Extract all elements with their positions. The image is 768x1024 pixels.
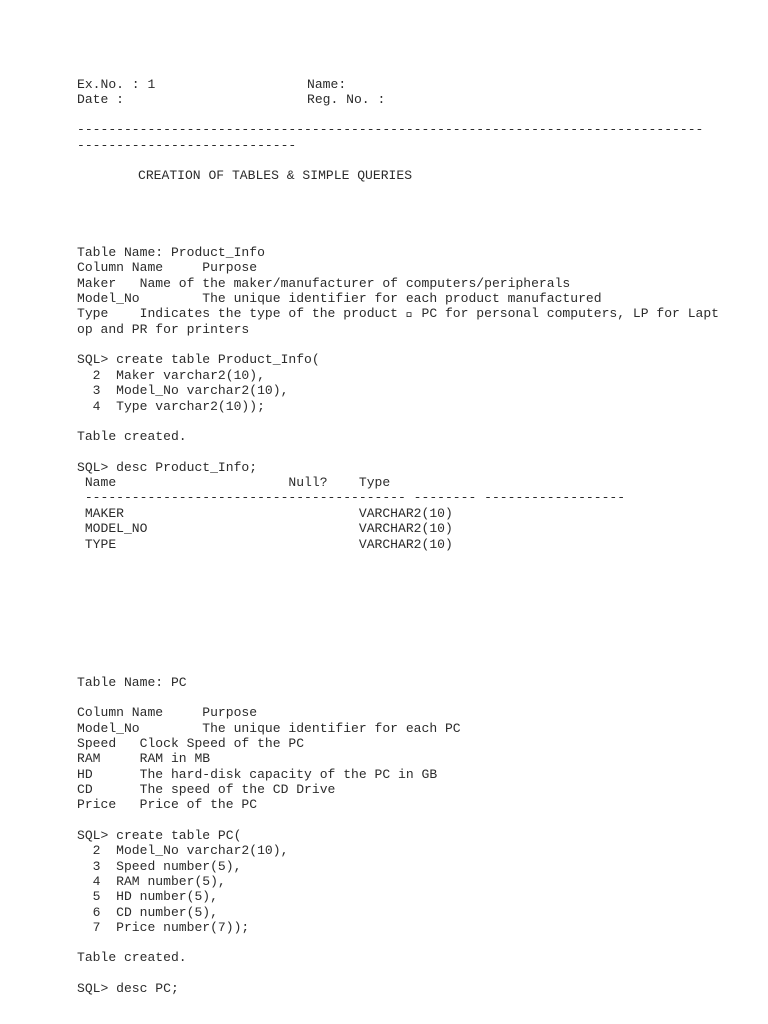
sql-result: Table created.: [77, 429, 187, 444]
product-info-table-name: Table Name: Product_Info: [77, 245, 265, 260]
pc-column-row: Speed Clock Speed of the PC: [77, 736, 305, 751]
name-label: Name:: [307, 77, 347, 92]
product-info-column-row: Model_No The unique identifier for each product manufactured: [77, 291, 602, 306]
sql-create-line: SQL> create table PC(: [77, 828, 242, 843]
document-title: CREATION OF TABLES & SIMPLE QUERIES: [138, 168, 413, 183]
product-info-column-row: Maker Name of the maker/manufacturer of computers/peripherals: [77, 276, 571, 291]
date-label: Date :: [77, 92, 124, 107]
sql-create-line: 2 Maker varchar2(10),: [77, 368, 265, 383]
desc-row: MAKER VARCHAR2(10): [77, 506, 453, 521]
pc-column-row: CD The speed of the CD Drive: [77, 782, 336, 797]
sql-create-line: 4 Type varchar2(10));: [77, 399, 265, 414]
sql-create-line: 4 RAM number(5),: [77, 874, 226, 889]
product-info-column-header: Column Name Purpose: [77, 260, 258, 275]
sql-create-line: 3 Model_No varchar2(10),: [77, 383, 289, 398]
separator-rule-continued: ----------------------------: [77, 138, 297, 153]
ex-no-label: Ex.No. : 1: [77, 77, 156, 92]
desc-header: Name Null? Type: [77, 475, 391, 490]
pc-column-row: Price Price of the PC: [77, 797, 258, 812]
sql-create-line: 5 HD number(5),: [77, 889, 218, 904]
pc-column-row: Model_No The unique identifier for each PC: [77, 721, 461, 736]
pc-column-header: Column Name Purpose: [77, 705, 258, 720]
product-info-column-row: Type Indicates the type of the product PC for personal computers, LP for Lapt: [77, 306, 720, 321]
pc-table-name: Table Name: PC: [77, 675, 187, 690]
pc-column-row: RAM RAM in MB: [77, 751, 211, 766]
sql-create-line: 2 Model_No varchar2(10),: [77, 843, 289, 858]
desc-row: MODEL_NO VARCHAR2(10): [77, 521, 453, 536]
sql-create-line: SQL> create table Product_Info(: [77, 352, 320, 367]
product-info-column-row: op and PR for printers: [77, 322, 250, 337]
desc-rule: ----------------------------------------- -------- ------------------: [77, 490, 626, 505]
separator-rule: --------------------------------------------------------------------------------: [77, 122, 704, 137]
desc-row: TYPE VARCHAR2(10): [77, 537, 453, 552]
sql-create-line: 3 Speed number(5),: [77, 859, 242, 874]
sql-desc-command: SQL> desc PC;: [77, 981, 179, 996]
sql-create-line: 6 CD number(5),: [77, 905, 218, 920]
pc-column-row: HD The hard-disk capacity of the PC in GB: [77, 767, 438, 782]
sql-create-line: 7 Price number(7));: [77, 920, 250, 935]
reg-no-label: Reg. No. :: [307, 92, 386, 107]
sql-result: Table created.: [77, 950, 187, 965]
sql-desc-command: SQL> desc Product_Info;: [77, 460, 258, 475]
